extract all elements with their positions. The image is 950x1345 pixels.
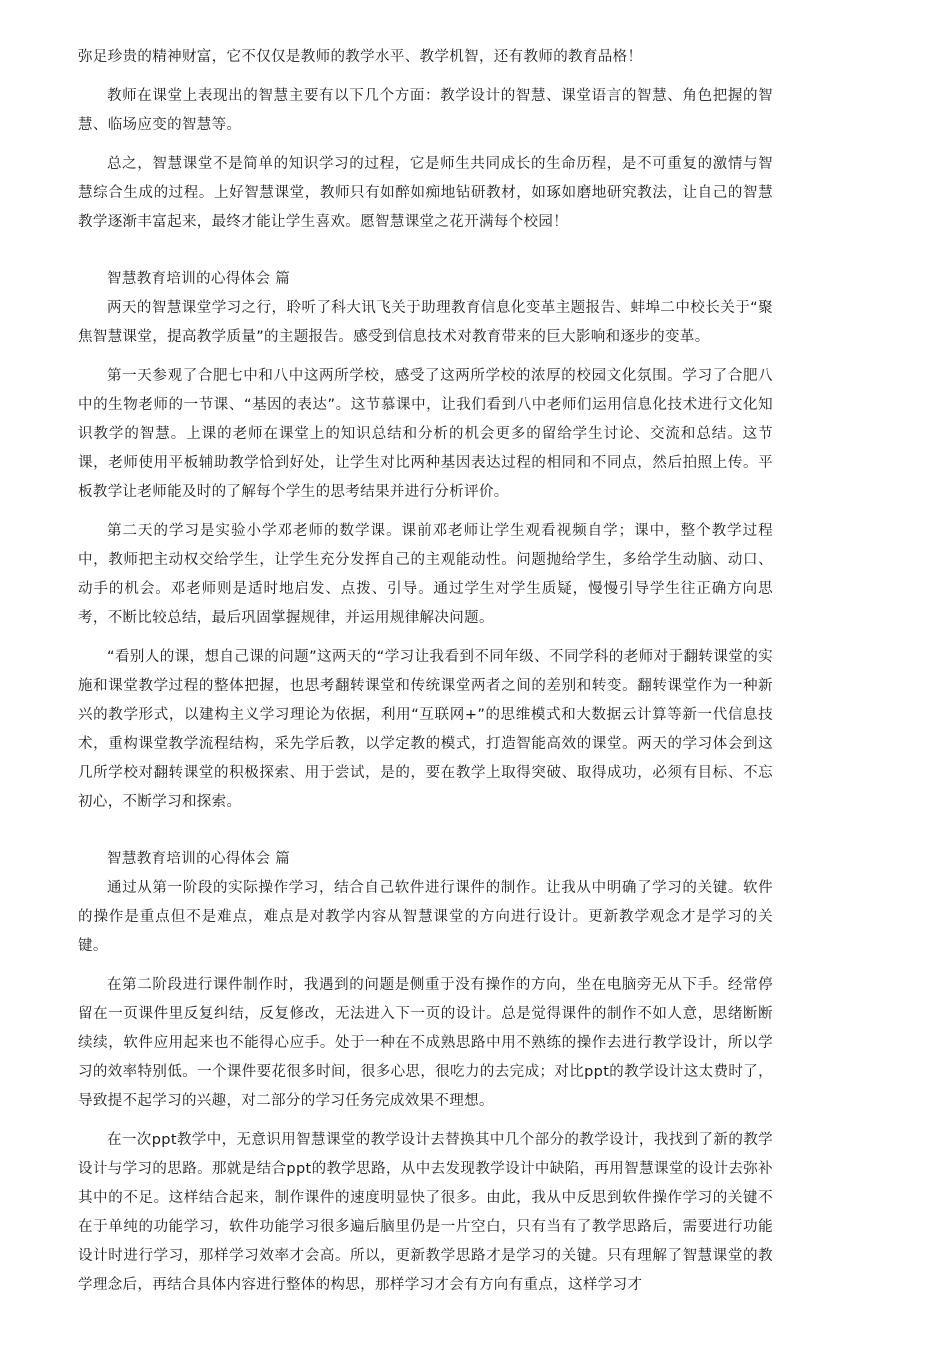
section-heading: 智慧教育培训的心得体会 篇 [107, 271, 291, 287]
paragraph: 两天的智慧课堂学习之行，聆听了科大讯飞关于助理教育信息化变革主题报告、蚌埠二中校长关于“聚焦智慧课堂，提高教学质量”的主题报告。感受到信息技术对教育带来的巨大影响和逐步的变革。 [78, 300, 773, 345]
section-heading: 智慧教育培训的心得体会 篇 [107, 851, 291, 867]
article-section-3 [78, 845, 773, 1300]
paragraph: 总之，智慧课堂不是简单的知识学习的过程，它是师生共同成长的生命历程，是不可重复的激情与智慧综合生成的过程。上好智慧课堂，教师只有如醉如痴地钻研教材，如琢如磨地研究教法，让自己的智慧教学逐渐丰富起来，最终才能让学生喜欢。愿智慧课堂之花开满每个校园！ [78, 156, 773, 230]
paragraph: 通过从第一阶段的实际操作学习，结合自己软件进行课件的制作。让我从中明确了学习的关键。软件的操作是重点但不是难点，难点是对教学内容从智慧课堂的方向进行设计。更新教学观念才是学习的关键。 [78, 880, 773, 954]
paragraph: 教师在课堂上表现出的智慧主要有以下几个方面：教学设计的智慧、课堂语言的智慧、角色把握的智慧、临场应变的智慧等。 [78, 88, 773, 133]
paragraph: 第二天的学习是实验小学邓老师的数学课。课前邓老师让学生观看视频自学；课中，整个教学过程中，教师把主动权交给学生，让学生充分发挥自己的主观能动性。问题抛给学生，多给学生动脑、动口、动手的机会。邓老师则是适时地启发、点拨、引导。通过学生对学生质疑，慢慢引导学生往正确方向思考，不断比较总结，最后巩固掌握规律，并运用规律解决问题。 [78, 523, 773, 626]
paragraph: 第一天参观了合肥七中和八中这两所学校，感受了这两所学校的浓厚的校园文化氛围。学习了合肥八中的生物老师的一节课、“基因的表达”。这节慕课中，让我们看到八中老师们运用信息化技术进行文化知识教学的智慧。上课的老师在课堂上的知识总结和分析的机会更多的留给学生讨论、交流和总结。这节课，老师使用平板辅助教学恰到好处，让学生对比两种基因表达过程的相同和不同点，然后拍照上传。平板教学让老师能及时的了解每个学生的思考结果并进行分析评价。 [78, 368, 773, 500]
paragraph: 弥足珍贵的精神财富，它不仅仅是教师的教学水平、教学机智，还有教师的教育品格！ [78, 49, 643, 65]
paragraph: 在第二阶段进行课件制作时，我遇到的问题是侧重于没有操作的方向，坐在电脑旁无从下手。经常停留在一页课件里反复纠结，反复修改，无法进入下一页的设计。总是觉得课件的制作不如人意，思绪断断续续，软件应用起来也不能得心应手。处于一种在不成熟思路中用不熟练的操作去进行教学设计，所以学习的效率特别低。一个课件要花很多时间，很多心思，很吃力的去完成；对比ppt的教学设计这太费时了，导致提不起学习的兴趣，对二部分的学习任务完成效果不理想。 [78, 977, 773, 1109]
intro-section [78, 43, 773, 237]
paragraph: “看别人的课，想自己课的问题”这两天的“学习让我看到不同年级、不同学科的老师对于翻转课堂的实施和课堂教学过程的整体把握，也思考翻转课堂和传统课堂两者之间的差别和转变。翻转课堂作为一种新兴的教学形式，以建构主义学习理论为依据，利用“互联网+”的思维模式和大数据云计算等新一代信息技术，重构课堂教学流程结构，采先学后教，以学定教的模式，打造智能高效的课堂。两天的学习体会到这几所学校对翻转课堂的积极探索、用于尝试，是的，要在教学上取得突破、取得成功，必须有目标、不忘初心，不断学习和探索。 [78, 649, 773, 810]
article-section-2 [78, 265, 773, 817]
document-page [78, 43, 773, 1310]
paragraph: 在一次ppt教学中，无意识用智慧课堂的教学设计去替换其中几个部分的教学设计，我找到了新的教学设计与学习的思路。那就是结合ppt的教学思路，从中去发现教学设计中缺陷，再用智慧课堂的设计去弥补其中的不足。这样结合起来，制作课件的速度明显快了很多。由此，我从中反思到软件操作学习的关键不在于单纯的功能学习，软件功能学习很多遍后脑里仍是一片空白，只有当有了教学思路后，需要进行功能设计时进行学习，那样学习效率才会高。所以，更新教学思路才是学习的关键。只有理解了智慧课堂的教学理念后，再结合具体内容进行整体的构思，那样学习才会有方向有重点，这样学习才 [78, 1132, 773, 1293]
